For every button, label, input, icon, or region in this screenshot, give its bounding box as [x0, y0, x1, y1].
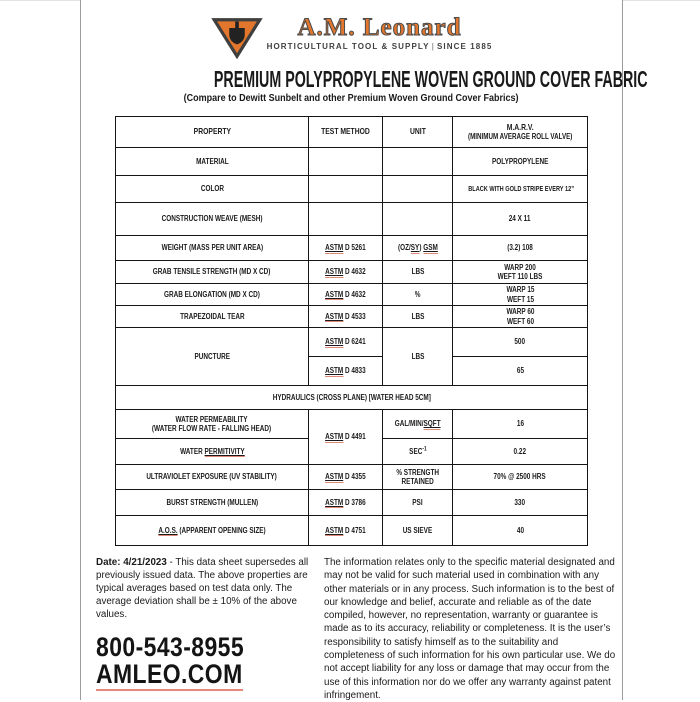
cell-marv: (3.2) 108	[453, 236, 588, 261]
cell-unit	[383, 148, 453, 176]
table-row-burst-strength	[116, 490, 588, 516]
cell-marv: BLACK WITH GOLD STRIPE EVERY 12”	[453, 176, 588, 203]
cell-marv: 24 X 11	[453, 203, 588, 236]
table-row-trapezoidal-tear	[116, 306, 588, 328]
cell-property: ULTRAVIOLET EXPOSURE (UV STABILITY)	[116, 465, 309, 490]
cell-marv: 40	[453, 516, 588, 546]
cell-unit: LBS	[383, 306, 453, 328]
cell-marv: 70% @ 2500 HRS	[453, 465, 588, 490]
hydraulics-section-header: HYDRAULICS (CROSS PLANE) [WATER HEAD 5CM]	[116, 386, 588, 410]
cell-test-method: ASTM D 4632	[309, 284, 383, 306]
am-leonard-logo	[81, 0, 622, 59]
table-header-row	[116, 117, 588, 148]
cell-marv: WARP 200 WEFT 110 LBS	[453, 261, 588, 284]
table-row-puncture-1	[116, 328, 588, 357]
cell-unit	[383, 176, 453, 203]
cell-property: CONSTRUCTION WEAVE (MESH)	[116, 203, 309, 236]
col-header-property: PROPERTY	[116, 117, 309, 148]
cell-test-method	[309, 203, 383, 236]
cell-marv: POLYPROPYLENE	[453, 148, 588, 176]
cell-test-method	[309, 176, 383, 203]
tagline-divider: |	[431, 42, 435, 51]
tagline-main: HORTICULTURAL TOOL & SUPPLY	[266, 42, 430, 51]
cell-property: COLOR	[116, 176, 309, 203]
page-subtitle: (Compare to Dewitt Sunbelt and other Premium Woven Ground Cover Fabrics)	[184, 93, 519, 104]
cell-property: WATER PERMEABILITY (WATER FLOW RATE - FALLING HEAD)	[116, 410, 309, 439]
cell-marv: WARP 15 WEFT 15	[453, 284, 588, 306]
cell-property: WEIGHT (MASS PER UNIT AREA)	[116, 236, 309, 261]
table-row-grab-elongation	[116, 284, 588, 306]
cell-unit: LBS	[383, 261, 453, 284]
cell-test-method: ASTM D 3786	[309, 490, 383, 516]
cell-marv: 16	[453, 410, 588, 439]
disclaimer-paragraph	[324, 556, 617, 702]
cell-unit: US SIEVE	[383, 516, 453, 546]
col-header-marv: M.A.R.V. (MINIMUM AVERAGE ROLL VALVE)	[453, 117, 588, 148]
cell-property: TRAPEZOIDAL TEAR	[116, 306, 309, 328]
cell-unit: LBS	[383, 328, 453, 386]
spade-triangle-icon	[211, 17, 263, 59]
cell-unit	[383, 203, 453, 236]
cell-test-method: ASTM D 5261	[309, 236, 383, 261]
tagline-since: SINCE 1885	[436, 42, 493, 51]
phone-number: 800-543-8955	[96, 632, 245, 662]
col-header-unit: UNIT	[383, 117, 453, 148]
table-row-aos	[116, 516, 588, 546]
cell-unit: GAL/MIN/SQFT	[383, 410, 453, 439]
cell-marv: 330	[453, 490, 588, 516]
cell-marv: 500	[453, 328, 588, 357]
brand-tagline	[267, 42, 493, 51]
table-row-weight	[116, 236, 588, 261]
cell-test-method: ASTM D 6241	[309, 328, 383, 357]
cell-unit: PSI	[383, 490, 453, 516]
spec-table	[115, 116, 588, 546]
date-note-text: - This data sheet supersedes all previously issued data. The above properties are typical averages based on test data only. The average deviation shall be ± 10% of the above values.	[96, 557, 309, 620]
date-note	[96, 556, 329, 621]
table-row-grab-tensile	[116, 261, 588, 284]
table-row-material	[116, 148, 588, 176]
contact-block	[96, 634, 329, 688]
table-section-hydraulics	[116, 386, 588, 410]
cell-property: A.O.S. (APPARENT OPENING SIZE)	[116, 516, 309, 546]
cell-unit: (OZ/SY) GSM	[383, 236, 453, 261]
col-header-test-method: TEST METHOD	[309, 117, 383, 148]
cell-unit: $SEC^{-1}$	[383, 439, 453, 465]
cell-property: PUNCTURE	[116, 328, 309, 386]
cell-property: GRAB TENSILE STRENGTH (MD X CD)	[116, 261, 309, 284]
disclaimer-text: The information relates only to the specific material designated and may not be valid for such material used in combination with any other materials or in any process. Such information is to the best of our knowledge and belief, accurate and reliable as of the date compiled, however, no representation, warranty or guarantee is made as to its accuracy, reliability or completeness. It is the user’s responsibility to satisfy himself as to the suitability and completeness of such information for his own particular use. We do not accept liability for any loss or damage that may occur from the use of this information nor do we offer any warranty against patent infringement.	[324, 557, 616, 701]
cell-test-method: ASTM D 4533	[309, 306, 383, 328]
date-label: Date: 4/21/2023	[96, 557, 167, 568]
cell-unit: %	[383, 284, 453, 306]
table-row-color	[116, 176, 588, 203]
table-row-water-permeability	[116, 410, 588, 439]
cell-property: WATER PERMITIVITY	[116, 439, 309, 465]
cell-marv: 0.22	[453, 439, 588, 465]
cell-unit: % STRENGTH RETAINED	[383, 465, 453, 490]
cell-test-method: ASTM D 4751	[309, 516, 383, 546]
cell-test-method: ASTM D 4632	[309, 261, 383, 284]
table-row-construction-weave	[116, 203, 588, 236]
cell-marv: 65	[453, 357, 588, 386]
brand-name: A.M. Leonard	[297, 14, 462, 41]
website-url: AMLEO.COM	[96, 659, 243, 689]
cell-marv: WARP 60 WEFT 60	[453, 306, 588, 328]
footer-left-column	[96, 556, 329, 688]
cell-test-method: ASTM D 4833	[309, 357, 383, 386]
cell-property: MATERIAL	[116, 148, 309, 176]
cell-property: GRAB ELONGATION (MD X CD)	[116, 284, 309, 306]
datasheet-page	[80, 0, 648, 701]
cell-test-method	[309, 148, 383, 176]
page-title: PREMIUM POLYPROPYLENE WOVEN GROUND COVER FABRIC	[213, 66, 648, 92]
cell-test-method: ASTM D 4491	[309, 410, 383, 465]
cell-test-method: ASTM D 4355	[309, 465, 383, 490]
cell-property: BURST STRENGTH (MULLEN)	[116, 490, 309, 516]
logo-text	[267, 15, 493, 51]
table-row-uv-exposure	[116, 465, 588, 490]
